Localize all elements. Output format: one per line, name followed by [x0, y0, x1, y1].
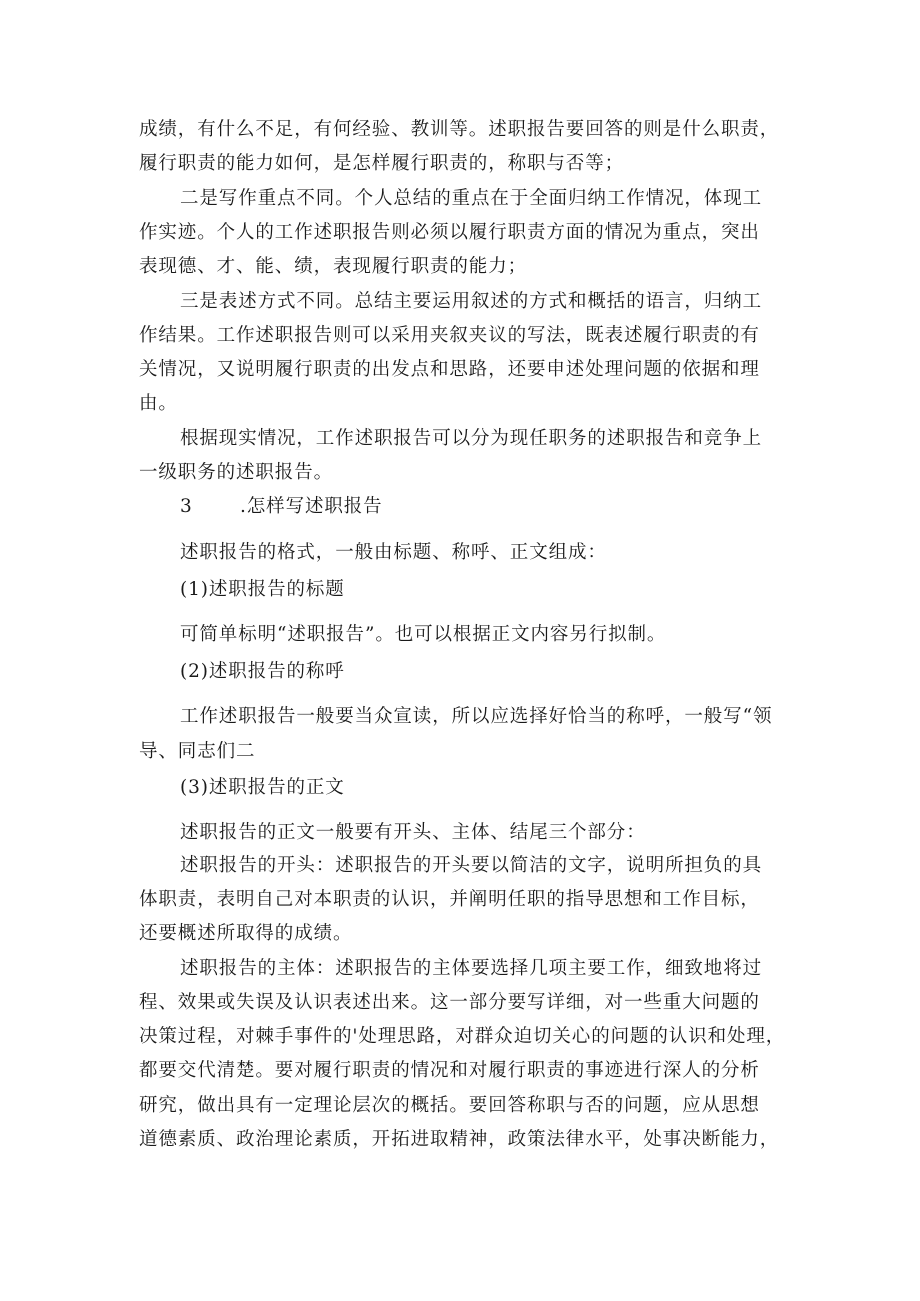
text-line: 关情况，又说明履行职责的出发点和思路，还要申述处理问题的依据和理: [139, 359, 760, 380]
text-line: 二是写作重点不同。个人总结的重点在于全面归纳工作情况，体现工: [180, 188, 763, 209]
text-line: 工作述职报告一般要当众宣读，所以应选择好恰当的称呼，一般写“领: [180, 706, 773, 727]
text-line: 履行职责的能力如何，是怎样履行职责的，称职与否等；: [139, 153, 625, 174]
text-line: 导、同志们二: [139, 741, 256, 762]
text-line: 由。: [139, 393, 178, 414]
subsection-heading: (3)述职报告的正文: [180, 777, 345, 798]
subsection-heading: (2)述职报告的称呼: [180, 661, 345, 682]
text-line: 述职报告的主体：述职报告的主体要选择几项主要工作，细致地将过: [180, 958, 763, 979]
text-line: 道德素质、政治理论素质，开拓进取精神，政策法律水平，处事决断能力，: [139, 1129, 780, 1150]
section-heading: .怎样写述职报告: [240, 496, 383, 517]
text-line: 体职责，表明自己对本职责的认识，并阐明任职的指导思想和工作目标，: [139, 889, 760, 910]
text-line: 述职报告的正文一般要有开头、主体、结尾三个部分：: [180, 822, 646, 843]
text-line: 根据现实情况，工作述职报告可以分为现任职务的述职报告和竞争上: [180, 428, 763, 449]
text-line: 研究，做出具有一定理论层次的概括。要回答称职与否的问题，应从思想: [139, 1095, 760, 1116]
text-line: 三是表述方式不同。总结主要运用叙述的方式和概括的语言，归纳工: [180, 291, 763, 312]
text-line: 可简单标明“述职报告”。也可以根据正文内容另行拟制。: [180, 624, 667, 645]
text-line: 决策过程，对棘手事件的'处理思路，对群众迫切关心的问题的认识和处理，: [139, 1026, 786, 1047]
subsection-heading: (1)述职报告的标题: [180, 579, 345, 600]
text-line: 表现德、才、能、绩，表现履行职责的能力；: [139, 256, 528, 277]
text-line: 成绩，有什么不足，有何经验、教训等。述职报告要回答的则是什么职责，: [139, 119, 780, 140]
text-line: 都要交代清楚。要对履行职责的情况和对履行职责的事迹进行深人的分析: [139, 1060, 760, 1081]
section-number: 3: [180, 496, 192, 517]
text-line: 一级职务的述职报告。: [139, 462, 334, 483]
text-line: 作实迹。个人的工作述职报告则必须以履行职责方面的情况为重点，突出: [139, 222, 760, 243]
text-line: 程、效果或失误及认识表述出来。这一部分要写详细，对一些重大问题的: [139, 992, 760, 1013]
text-line: 作结果。工作述职报告则可以采用夹叙夹议的写法，既表述履行职责的有: [139, 325, 760, 346]
text-line: 述职报告的开头：述职报告的开头要以简洁的文字，说明所担负的具: [180, 855, 763, 876]
text-line: 述职报告的格式，一般由标题、称呼、正文组成：: [180, 542, 607, 563]
text-line: 还要概述所取得的成绩。: [139, 923, 353, 944]
